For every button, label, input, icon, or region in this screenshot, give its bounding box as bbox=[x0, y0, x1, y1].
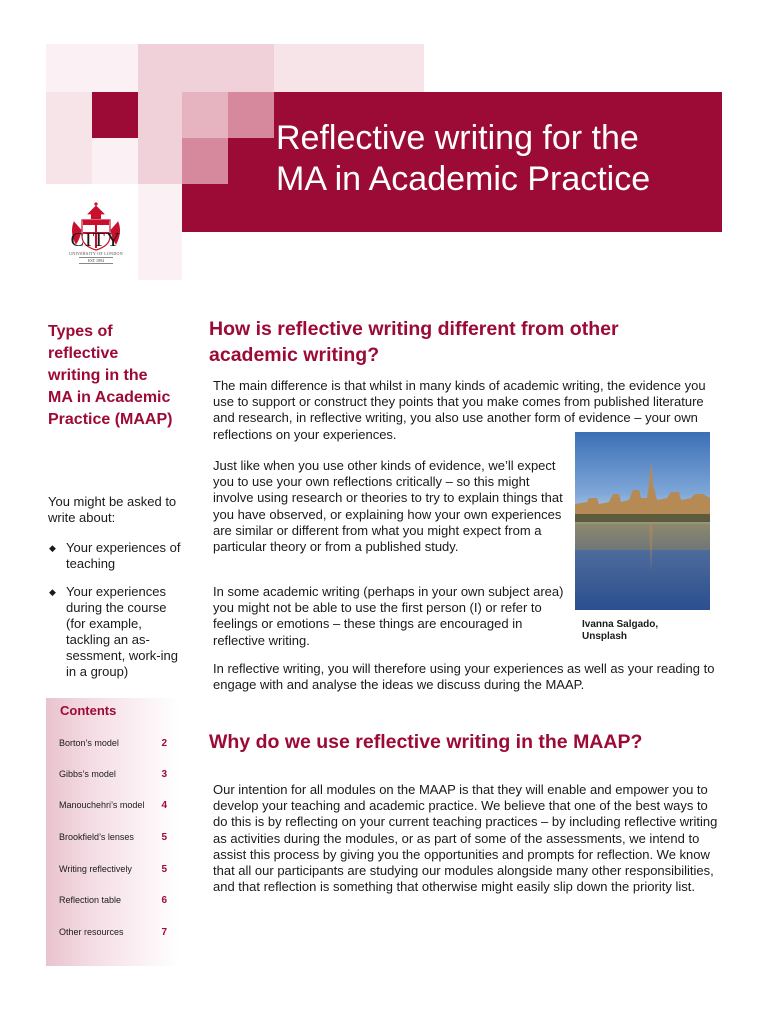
sidebar-list bbox=[48, 540, 183, 692]
mosaic-tile bbox=[228, 44, 274, 92]
paragraph: In some academic writing (perhaps in your own subject area) you might not be able to use the first person (I) or refer to feelings or emotions – these things are encouraged in reflective writing. bbox=[213, 584, 564, 648]
mosaic-tile bbox=[182, 92, 228, 138]
logo-wordmark: CITY bbox=[70, 229, 122, 251]
bullet-diamond-icon: ◆ bbox=[49, 543, 56, 553]
section-heading-why: Why do we use reflective writing in the MAAP? bbox=[209, 731, 643, 753]
paragraph: Just like when you use other kinds of evidence, we’ll expect you to use your own reflections critically – so this might involve using research or theories to try to explain things that you have observed, or explaining how your own experiences are similar or different from what you might expect from a particular theory or from a published study. bbox=[213, 458, 563, 555]
toc-entry-label: Borton’s model bbox=[59, 738, 119, 748]
mosaic-tile bbox=[274, 44, 424, 92]
list-item-text: Your experiences during the course (for example, tackling an as-sessment, work-ing in a group) bbox=[66, 584, 178, 679]
toc-entry[interactable] bbox=[59, 800, 169, 822]
toc-entry-label: Gibbs’s model bbox=[59, 769, 116, 779]
toc-entry-page: 2 bbox=[161, 738, 167, 749]
toc-entry-page: 5 bbox=[161, 832, 167, 843]
mosaic-tile bbox=[138, 138, 182, 184]
mosaic-tile bbox=[182, 138, 228, 184]
page-title-line2: MA in Academic Practice bbox=[276, 160, 651, 198]
toc-entry[interactable] bbox=[59, 927, 169, 949]
paragraph: Our intention for all modules on the MAAP is that they will enable and empower you to develop your teaching and academic practice. We believe that one of the best ways to do this is by reflecting on your current teaching practices – by including reflective writing as activities during the modules, or as part of some of the assessments, we intend to assist this process by giving you the opportunities and prompts for reflection. We know that all our participants are studying our modules alongside many other responsibilities, and that reflection is something that otherwise might easily slip down the priority list. bbox=[213, 782, 718, 895]
toc-entry-label: Reflection table bbox=[59, 895, 122, 905]
mosaic-tile bbox=[46, 138, 92, 184]
toc-entry-label: Other resources bbox=[59, 927, 124, 937]
toc-entry-page: 6 bbox=[161, 895, 167, 906]
toc-entry-label: Manouchehri’s model bbox=[59, 800, 145, 810]
toc-entry[interactable] bbox=[59, 738, 169, 760]
page-title bbox=[276, 118, 726, 200]
toc-entry-page: 3 bbox=[161, 769, 167, 780]
mosaic-tile bbox=[138, 92, 182, 138]
toc-entry[interactable] bbox=[59, 864, 169, 886]
toc-entry[interactable] bbox=[59, 769, 169, 791]
mosaic-tile bbox=[46, 92, 92, 138]
toc-entry[interactable] bbox=[59, 832, 169, 854]
contents-title: Contents bbox=[60, 703, 117, 718]
paragraph: In reflective writing, you will therefore using your experiences as well as your reading to engage with and analyse the ideas we discuss during the MAAP. bbox=[213, 661, 715, 693]
list-item bbox=[48, 584, 183, 680]
river-city-photo bbox=[575, 432, 710, 610]
toc-entry-page: 4 bbox=[161, 800, 167, 811]
logo-established: EST 1894 bbox=[79, 257, 113, 264]
mosaic-tile bbox=[138, 184, 182, 232]
logo-subtitle: UNIVERSITY OF LONDON bbox=[69, 251, 123, 256]
toc-entry-label: Brookfield’s lenses bbox=[59, 832, 134, 842]
paragraph: The main difference is that whilst in many kinds of academic writing, the evidence you use to support or construct they points that you make comes from published literature and research, in reflective writing, you also use another form of evidence – your own reflections on your experiences. bbox=[213, 378, 706, 442]
mosaic-tile bbox=[138, 44, 182, 92]
toc-entry-label: Writing reflectively bbox=[59, 864, 132, 874]
list-item-text: Your experiences of teaching bbox=[66, 540, 181, 571]
mosaic-tile bbox=[228, 92, 274, 138]
toc-entry-page: 7 bbox=[161, 927, 167, 938]
photo-caption: Ivanna Salgado, Unsplash bbox=[582, 619, 659, 642]
mosaic-tile bbox=[138, 232, 182, 280]
bullet-diamond-icon: ◆ bbox=[49, 587, 56, 597]
mosaic-tile bbox=[92, 138, 138, 184]
sidebar-heading: Types of reflective writing in the MA in Academic Practice (MAAP) bbox=[48, 323, 173, 428]
list-item bbox=[48, 540, 183, 572]
sidebar-intro: You might be asked to write about: bbox=[48, 494, 177, 525]
section-heading-difference: How is reflective writing different from other academic writing? bbox=[209, 318, 619, 366]
toc-entry-page: 5 bbox=[161, 864, 167, 875]
toc-entry[interactable] bbox=[59, 895, 169, 917]
mosaic-tile bbox=[182, 44, 228, 92]
mosaic-tile bbox=[92, 92, 138, 138]
page-title-line1: Reflective writing for the bbox=[276, 119, 639, 157]
